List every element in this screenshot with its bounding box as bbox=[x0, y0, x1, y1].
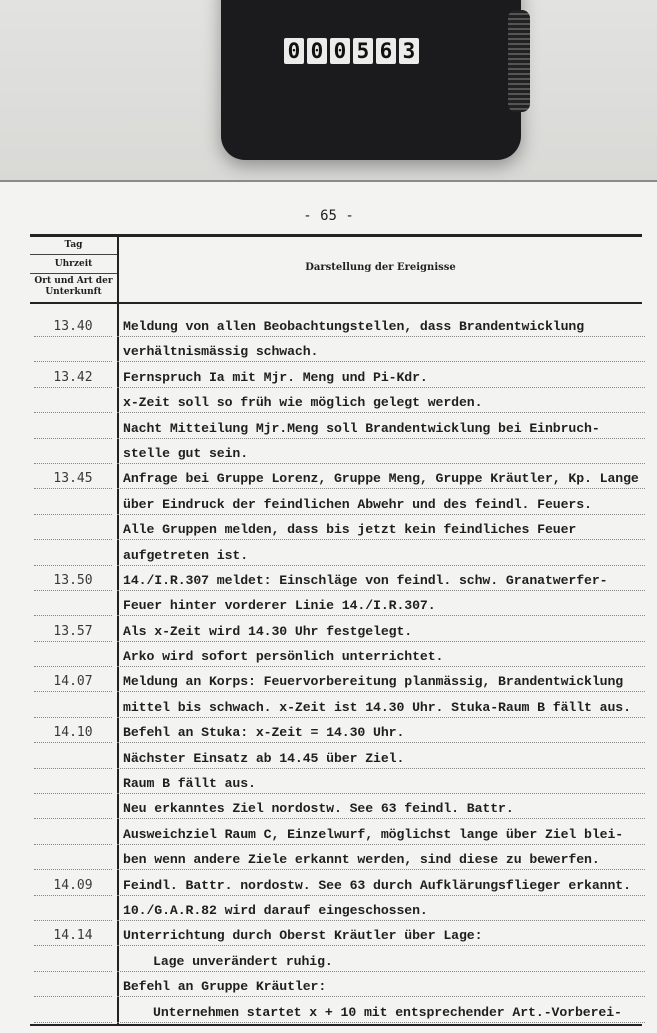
entry-time: 13.40 bbox=[30, 317, 116, 337]
log-row bbox=[0, 342, 657, 367]
log-row bbox=[0, 546, 657, 571]
entry-text: Neu erkanntes Ziel nordostw. See 63 feindl. Battr. bbox=[123, 799, 649, 819]
log-row bbox=[0, 647, 657, 672]
entry-text: Feindl. Battr. nordostw. See 63 durch Aufklärungsflieger erkannt. bbox=[123, 876, 649, 896]
entry-text: x-Zeit soll so früh wie möglich gelegt werden. bbox=[123, 393, 649, 413]
log-row bbox=[0, 596, 657, 621]
entry-time: 13.50 bbox=[30, 571, 116, 591]
log-row bbox=[0, 520, 657, 545]
entry-text: Unterrichtung durch Oberst Kräutler über Lage: bbox=[123, 926, 649, 946]
entry-text: Raum B fällt aus. bbox=[123, 774, 649, 794]
header-location: Ort und Art der Unterkunft bbox=[34, 276, 113, 297]
counter-device bbox=[221, 0, 521, 160]
entry-text: Fernspruch Ia mit Mjr. Meng und Pi-Kdr. bbox=[123, 368, 649, 388]
log-row bbox=[0, 419, 657, 444]
log-row bbox=[0, 393, 657, 418]
entry-text: Nacht Mitteilung Mjr.Meng soll Brandentwicklung bei Einbruch- bbox=[123, 419, 649, 439]
log-row bbox=[0, 977, 657, 1002]
entry-text: Meldung von allen Beobachtungstellen, dass Brandentwicklung bbox=[123, 317, 649, 337]
log-entries bbox=[0, 317, 657, 1028]
log-row bbox=[0, 901, 657, 926]
header-day: Tag bbox=[30, 236, 117, 255]
entry-text: Befehl an Gruppe Kräutler: bbox=[123, 977, 649, 997]
entry-time: 14.09 bbox=[30, 876, 116, 896]
entry-text: Lage unverändert ruhig. bbox=[123, 952, 649, 972]
log-row bbox=[0, 876, 657, 901]
entry-text: Anfrage bei Gruppe Lorenz, Gruppe Meng, Gruppe Kräutler, Kp. Lange bbox=[123, 469, 649, 489]
entry-time: 13.45 bbox=[30, 469, 116, 489]
entry-text: Als x-Zeit wird 14.30 Uhr festgelegt. bbox=[123, 622, 649, 642]
entry-text: stelle gut sein. bbox=[123, 444, 649, 464]
entry-text: Meldung an Korps: Feuervorbereitung planmässig, Brandentwicklung bbox=[123, 672, 649, 692]
log-row bbox=[0, 571, 657, 596]
log-row bbox=[0, 672, 657, 697]
entry-time: 14.07 bbox=[30, 672, 116, 692]
entry-text: Alle Gruppen melden, dass bis jetzt kein feindliches Feuer bbox=[123, 520, 649, 540]
log-row bbox=[0, 926, 657, 951]
log-row bbox=[0, 749, 657, 774]
log-row bbox=[0, 698, 657, 723]
counter-digit: 0 bbox=[330, 38, 350, 64]
entry-time: 14.10 bbox=[30, 723, 116, 743]
log-row bbox=[0, 825, 657, 850]
log-row bbox=[0, 850, 657, 875]
log-row bbox=[0, 952, 657, 977]
log-row bbox=[0, 495, 657, 520]
entry-time: 14.14 bbox=[30, 926, 116, 946]
entry-text: 14./I.R.307 meldet: Einschläge von feindl. schw. Granatwerfer- bbox=[123, 571, 649, 591]
table-top-rule bbox=[30, 234, 642, 237]
counter-photo bbox=[0, 0, 657, 182]
log-row bbox=[0, 469, 657, 494]
log-row bbox=[0, 774, 657, 799]
header-left-column bbox=[30, 236, 117, 300]
counter-digit: 0 bbox=[284, 38, 304, 64]
entry-text: Ausweichziel Raum C, Einzelwurf, möglichst lange über Ziel blei- bbox=[123, 825, 649, 845]
entry-text: aufgetreten ist. bbox=[123, 546, 649, 566]
entry-text: ben wenn andere Ziele erkannt werden, sind diese zu bewerfen. bbox=[123, 850, 649, 870]
header-time: Uhrzeit bbox=[30, 255, 117, 274]
entry-text: mittel bis schwach. x-Zeit ist 14.30 Uhr. Stuka-Raum B fällt aus. bbox=[123, 698, 649, 718]
counter-digit: 0 bbox=[307, 38, 327, 64]
counter-digit: 5 bbox=[353, 38, 373, 64]
counter-dial bbox=[508, 10, 530, 112]
entry-text: Nächster Einsatz ab 14.45 über Ziel. bbox=[123, 749, 649, 769]
counter-display bbox=[284, 38, 419, 64]
table-bottom-rule bbox=[30, 1024, 642, 1026]
log-row bbox=[0, 799, 657, 824]
entry-time: 13.42 bbox=[30, 368, 116, 388]
counter-digit: 6 bbox=[376, 38, 396, 64]
table-header-rule bbox=[30, 302, 642, 304]
log-row bbox=[0, 317, 657, 342]
entry-text: Arko wird sofort persönlich unterrichtet. bbox=[123, 647, 649, 667]
entry-text: Befehl an Stuka: x-Zeit = 14.30 Uhr. bbox=[123, 723, 649, 743]
header-events-column: Darstellung der Ereignisse bbox=[305, 262, 456, 273]
entry-text: Unternehmen startet x + 10 mit entsprechender Art.-Vorberei- bbox=[123, 1003, 649, 1023]
entry-text: Feuer hinter vorderer Linie 14./I.R.307. bbox=[123, 596, 649, 616]
entry-text: verhältnismässig schwach. bbox=[123, 342, 649, 362]
entry-text: 10./G.A.R.82 wird darauf eingeschossen. bbox=[123, 901, 649, 921]
log-row bbox=[0, 723, 657, 748]
log-row bbox=[0, 444, 657, 469]
counter-digit: 3 bbox=[399, 38, 419, 64]
page-number: - 65 - bbox=[0, 208, 657, 224]
log-row bbox=[0, 622, 657, 647]
entry-time: 13.57 bbox=[30, 622, 116, 642]
entry-text: über Eindruck der feindlichen Abwehr und des feindl. Feuers. bbox=[123, 495, 649, 515]
log-row bbox=[0, 368, 657, 393]
